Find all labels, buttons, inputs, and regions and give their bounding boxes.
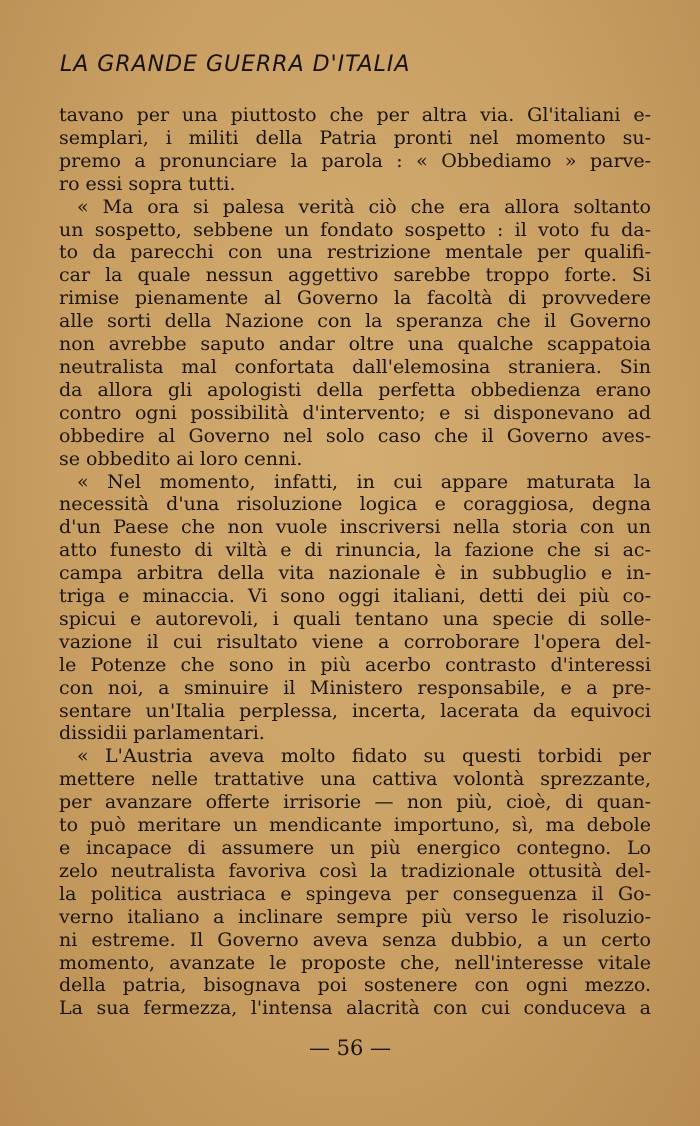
- text-line: contro ogni possibilità d'intervento; e si disponevano ad: [59, 401, 651, 424]
- text-line: to da parecchi con una restrizione mentale per qualifi-: [59, 241, 651, 264]
- text-line: tavano per una piuttosto che per altra via. Gl'italiani e-: [59, 104, 651, 126]
- text-line: premo a pronunciare la parola : « Obbediamo » parve-: [59, 149, 651, 172]
- text-line: to può meritare un mendicante importuno, sì, ma debole: [59, 814, 651, 837]
- text-line: ro essi sopra tutti.: [59, 172, 236, 195]
- text-line: « Nel momento, infatti, in cui appare maturata la: [77, 470, 651, 493]
- text-line: se obbedito ai loro cenni.: [59, 447, 303, 470]
- text-line: triga e minaccia. Vi sono oggi italiani, detti dei più co-: [59, 585, 651, 608]
- text-line: verno italiano a inclinare sempre più verso le risoluzio-: [59, 905, 651, 928]
- text-line: rimise pienamente al Governo la facoltà di provvedere: [59, 287, 651, 310]
- text-line: le Potenze che sono in più acerbo contrasto d'interessi: [59, 653, 651, 676]
- text-line: della patria, bisognava poi sostenere con ogni mezzo.: [59, 974, 651, 997]
- text-line: un sospetto, sebbene un fondato sospetto : il voto fu da-: [59, 218, 651, 241]
- text-line: car la quale nessun aggettivo sarebbe troppo forte. Si: [59, 264, 651, 287]
- text-line: momento, avanzate le proposte che, nell'interesse vitale: [59, 951, 651, 974]
- text-line: d'un Paese che non vuole inscriversi nella storia con un: [59, 516, 651, 539]
- text-line: atto funesto di viltà e di rinuncia, la fazione che si ac-: [59, 539, 651, 562]
- text-line: campa arbitra della vita nazionale è in subbuglio e in-: [59, 562, 651, 585]
- page-number: — 56 —: [308, 1036, 392, 1060]
- text-line: La sua fermezza, l'intensa alacrità con cui conduceva a: [59, 997, 651, 1020]
- text-line: da allora gli apologisti della perfetta obbedienza erano: [59, 378, 651, 401]
- text-line: la politica austriaca e spingeva per conseguenza il Go-: [59, 882, 651, 905]
- text-line: non avrebbe saputo andar oltre una qualche scappatoia: [59, 333, 651, 356]
- text-line: e incapace di assumere un più energico contegno. Lo: [59, 837, 651, 859]
- text-line: sentare un'Italia perplessa, incerta, lacerata da equivoci: [59, 699, 651, 722]
- text-line: vazione il cui risultato viene a corroborare l'opera del-: [59, 630, 651, 653]
- text-line: semplari, i militi della Patria pronti nel momento su-: [59, 126, 651, 149]
- text-line: dissidii parlamentari.: [59, 722, 265, 745]
- body-text: [59, 104, 651, 1020]
- text-line: neutralista mal confortata dall'elemosina straniera. Sin: [59, 355, 651, 378]
- text-line: « L'Austria aveva molto fidato su questi torbidi per: [77, 745, 651, 768]
- text-line: obbedire al Governo nel solo caso che il Governo aves-: [59, 424, 651, 447]
- text-line: necessità d'una risoluzione logica e coraggiosa, degna: [59, 493, 651, 516]
- text-line: zelo neutralista favoriva così la tradizionale ottusità del-: [59, 859, 651, 882]
- text-line: « Ma ora si palesa verità ciò che era allora soltanto: [77, 195, 651, 218]
- text-line: con noi, a sminuire il Ministero responsabile, e a pre-: [59, 676, 651, 699]
- text-line: ni estreme. Il Governo aveva senza dubbio, a un certo: [59, 928, 651, 951]
- text-line: per avanzare offerte irrisorie — non più, cioè, di quan-: [59, 791, 651, 814]
- text-line: spicui e autorevoli, i quali tentano una specie di solle-: [59, 607, 651, 630]
- text-line: mettere nelle trattative una cattiva volontà sprezzante,: [59, 768, 651, 791]
- text-line: alle sorti della Nazione con la speranza che il Governo: [59, 310, 651, 333]
- running-title: LA GRANDE GUERRA D'ITALIA: [60, 52, 411, 77]
